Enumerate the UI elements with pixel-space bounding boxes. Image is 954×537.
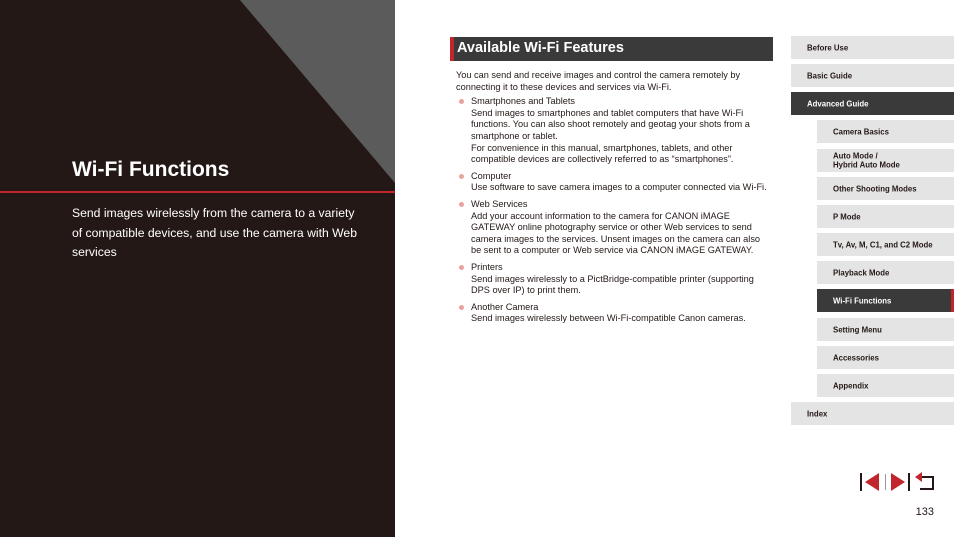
nav-item-label: Auto Mode / Hybrid Auto Mode xyxy=(833,151,900,170)
nav-item-label: Basic Guide xyxy=(807,70,853,80)
nav-item-label: Playback Mode xyxy=(833,267,890,277)
bullet-icon xyxy=(459,305,464,310)
feature-name: Another Camera xyxy=(471,301,539,312)
feature-description: Use software to save camera images to a computer connected via Wi-Fi. xyxy=(471,182,767,193)
bullet-icon xyxy=(459,202,464,207)
feature-item xyxy=(456,262,772,297)
nav-item-other-shooting-modes[interactable] xyxy=(817,177,954,200)
feature-name: Web Services xyxy=(471,198,528,209)
section-header-accent xyxy=(450,37,454,61)
feature-name: Smartphones and Tablets xyxy=(471,96,576,107)
chapter-cover-panel xyxy=(0,0,395,537)
nav-item-setting-menu[interactable] xyxy=(817,318,954,341)
feature-description: Send images wirelessly between Wi-Fi-compatible Canon cameras. xyxy=(471,313,746,324)
bullet-icon xyxy=(459,99,464,104)
nav-item-accessories[interactable] xyxy=(817,346,954,369)
nav-item-label: P Mode xyxy=(833,211,861,221)
feature-item xyxy=(456,96,772,166)
feature-name: Printers xyxy=(471,261,503,272)
nav-item-basic-guide[interactable] xyxy=(791,64,954,87)
nav-item-camera-basics[interactable] xyxy=(817,120,954,143)
feature-item xyxy=(456,199,772,257)
nav-item-index[interactable] xyxy=(791,402,954,425)
nav-item-wi-fi-functions[interactable] xyxy=(817,289,954,312)
feature-description: Send images wirelessly to a PictBridge-compatible printer (supporting DPS over IP) to print them. xyxy=(471,273,754,296)
section-content xyxy=(456,70,772,330)
chapter-description: Send images wirelessly from the camera to a variety of compatible devices, and use the camera with Web services xyxy=(72,206,357,259)
nav-item-label: Camera Basics xyxy=(833,126,889,136)
chapter-title: Wi-Fi Functions xyxy=(72,158,230,181)
feature-item xyxy=(456,171,772,194)
feature-item xyxy=(456,302,772,325)
nav-item-label: Accessories xyxy=(833,352,879,362)
feature-list xyxy=(456,96,772,325)
feature-description: For convenience in this manual, smartphones, tablets, and other compatible devices are collectively referred to as “smartphones”. xyxy=(471,142,734,165)
page-navigation xyxy=(860,472,936,492)
page-number: 133 xyxy=(915,506,934,518)
return-icon[interactable] xyxy=(915,472,933,489)
feature-name: Computer xyxy=(471,170,512,181)
section-title: Available Wi-Fi Features xyxy=(457,40,624,56)
bullet-icon xyxy=(459,265,464,270)
nav-item-label: Index xyxy=(807,408,828,418)
nav-item-label: Wi-Fi Functions xyxy=(833,295,892,305)
chapter-divider xyxy=(0,191,395,193)
next-page-icon[interactable] xyxy=(891,473,910,491)
nav-item-appendix[interactable] xyxy=(817,374,954,397)
nav-item-p-mode[interactable] xyxy=(817,205,954,228)
nav-item-label: Tv, Av, M, C1, and C2 Mode xyxy=(833,239,933,249)
bullet-icon xyxy=(459,174,464,179)
nav-item-label: Before Use xyxy=(807,42,849,52)
nav-item-label: Setting Menu xyxy=(833,324,882,334)
feature-description: Send images to smartphones and tablet computers that have Wi-Fi functions. You can also shoot remotely and geotag your shots from a smartphone or tablet. xyxy=(471,107,750,141)
nav-item-before-use[interactable] xyxy=(791,36,954,59)
nav-item-label: Advanced Guide xyxy=(807,98,869,108)
section-intro: You can send and receive images and control the camera remotely by connecting it to these devices and services via Wi-Fi. xyxy=(456,70,741,92)
nav-item-label: Appendix xyxy=(833,380,869,390)
previous-page-icon[interactable] xyxy=(860,473,879,491)
nav-item-tv-av-m-c1-and-c2-mode[interactable] xyxy=(817,233,954,256)
nav-item-playback-mode[interactable] xyxy=(817,261,954,284)
feature-description: Add your account information to the camera for CANON iMAGE GATEWAY online photography service or other Web services to send camera images to the services. Unsent images on the camera can also be sent to a computer or Web service via CANON iMAGE GATEWAY. xyxy=(471,210,761,256)
nav-item-advanced-guide[interactable] xyxy=(791,92,954,115)
section-header xyxy=(450,37,773,61)
nav-item-auto-mode-hybrid-auto-mode[interactable] xyxy=(817,149,954,172)
nav-item-label: Other Shooting Modes xyxy=(833,183,917,193)
